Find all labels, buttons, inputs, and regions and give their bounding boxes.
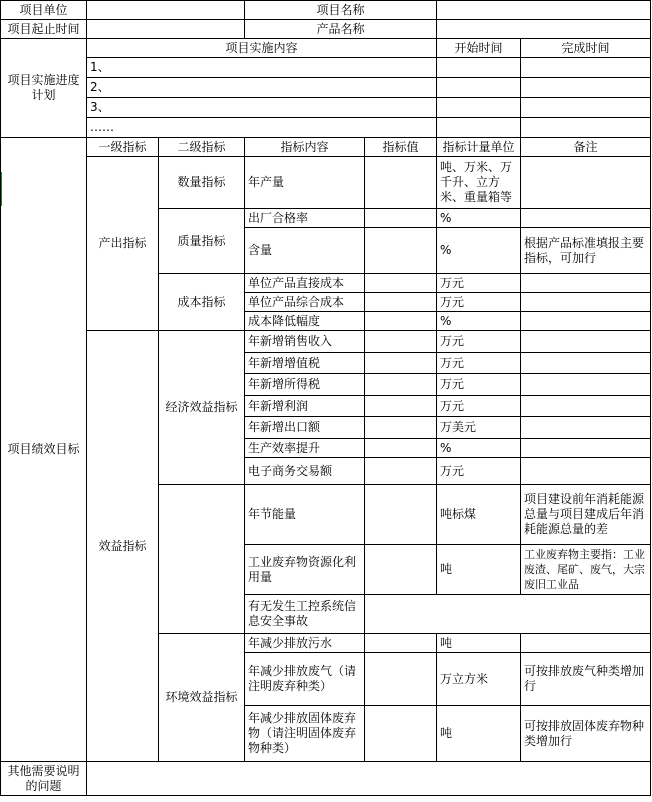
economic-indicator-label: 经济效益指标 (159, 331, 245, 485)
indicator-content: 含量 (245, 228, 365, 274)
schedule-start-2[interactable] (437, 78, 521, 98)
schedule-row-2[interactable]: 2、 (87, 78, 437, 98)
indicator-unit: 吨、万米、万千升、立方米、重量箱等 (437, 157, 521, 209)
indicator-unit: 万元 (437, 396, 521, 417)
indicator-unit: % (437, 209, 521, 228)
indicator-note: 可按排放固体废弃物种类增加行 (521, 706, 651, 762)
benefit-indicator-label: 效益指标 (87, 331, 159, 762)
level2-header: 二级指标 (159, 138, 245, 157)
indicator-note (521, 374, 651, 396)
project-unit-label: 项目单位 (1, 1, 87, 20)
indicator-value[interactable] (365, 706, 437, 762)
indicator-content: 成本降低幅度 (245, 312, 365, 331)
schedule-row-more[interactable]: …… (87, 118, 437, 138)
indicator-value[interactable] (365, 374, 437, 396)
project-unit-cell[interactable] (87, 1, 245, 20)
schedule-start-more[interactable] (437, 118, 521, 138)
indicator-content: 年新增销售收入 (245, 331, 365, 353)
level2-empty-cell (159, 485, 245, 634)
indicator-content: 电子商务交易额 (245, 458, 365, 485)
schedule-end-3[interactable] (521, 98, 651, 118)
note-header: 备注 (521, 138, 651, 157)
indicator-value[interactable] (365, 634, 437, 653)
indicator-value[interactable] (365, 458, 437, 485)
indicator-note (521, 353, 651, 374)
indicator-content: 年新增增值税 (245, 353, 365, 374)
output-indicator-label: 产出指标 (87, 157, 159, 331)
schedule-start-3[interactable] (437, 98, 521, 118)
indicator-note (521, 417, 651, 439)
indicator-content: 工业废弃物资源化利用量 (245, 545, 365, 595)
indicator-content: 年减少排放固体废弃物（请注明固体废弃物种类） (245, 706, 365, 762)
indicator-note: 工业废弃物主要指：工业废渣、尾矿、废气，大宗废旧工业品 (521, 545, 651, 595)
indicator-unit: 万元 (437, 458, 521, 485)
unit-header: 指标计量单位 (437, 138, 521, 157)
indicator-note (521, 274, 651, 293)
indicator-content: 年产量 (245, 157, 365, 209)
schedule-end-1[interactable] (521, 58, 651, 78)
indicator-unit: 万立方米 (437, 653, 521, 706)
indicator-content: 年新增出口额 (245, 417, 365, 439)
indicator-value[interactable] (365, 331, 437, 353)
indicator-note (521, 157, 651, 209)
project-period-cell[interactable] (87, 20, 245, 39)
project-name-label: 项目名称 (245, 1, 437, 20)
indicator-value[interactable] (365, 417, 437, 439)
other-notes-cell[interactable] (87, 762, 651, 796)
indicator-merged-cell[interactable] (365, 595, 651, 634)
schedule-end-more[interactable] (521, 118, 651, 138)
schedule-section-label: 项目实施进度计划 (1, 39, 87, 138)
product-name-label: 产品名称 (245, 20, 437, 39)
indicator-content: 有无发生工控系统信息安全事故 (245, 595, 365, 634)
indicator-note (521, 312, 651, 331)
indicator-value[interactable] (365, 653, 437, 706)
environment-indicator-label: 环境效益指标 (159, 634, 245, 762)
indicator-note: 项目建设前年消耗能源总量与项目建成后年消耗能源总量的差 (521, 485, 651, 545)
indicator-value[interactable] (365, 228, 437, 274)
indicator-note (521, 396, 651, 417)
indicator-value[interactable] (365, 545, 437, 595)
indicator-unit: % (437, 439, 521, 458)
indicator-unit: 万美元 (437, 417, 521, 439)
product-name-cell[interactable] (437, 20, 651, 39)
schedule-start-1[interactable] (437, 58, 521, 78)
indicator-content: 出厂合格率 (245, 209, 365, 228)
indicator-note (521, 458, 651, 485)
indicator-note: 根据产品标准填报主要指标，可加行 (521, 228, 651, 274)
indicator-value[interactable] (365, 396, 437, 417)
content-header: 指标内容 (245, 138, 365, 157)
quality-indicator-label: 质量指标 (159, 209, 245, 274)
quantity-indicator-label: 数量指标 (159, 157, 245, 209)
indicator-content: 单位产品直接成本 (245, 274, 365, 293)
indicator-value[interactable] (365, 312, 437, 331)
schedule-end-header: 完成时间 (521, 39, 651, 58)
indicator-unit: % (437, 228, 521, 274)
indicator-content: 年新增利润 (245, 396, 365, 417)
indicator-value[interactable] (365, 485, 437, 545)
project-period-label: 项目起止时间 (1, 20, 87, 39)
indicator-unit: % (437, 312, 521, 331)
performance-section-label: 项目绩效目标 (1, 138, 87, 762)
level1-header: 一级指标 (87, 138, 159, 157)
indicator-content: 年新增所得税 (245, 374, 365, 396)
schedule-row-3[interactable]: 3、 (87, 98, 437, 118)
indicator-unit: 万元 (437, 293, 521, 312)
indicator-unit: 吨 (437, 706, 521, 762)
indicator-content: 单位产品综合成本 (245, 293, 365, 312)
schedule-start-header: 开始时间 (437, 39, 521, 58)
indicator-unit: 万元 (437, 331, 521, 353)
indicator-content: 年节能量 (245, 485, 365, 545)
indicator-unit: 吨 (437, 545, 521, 595)
indicator-unit: 万元 (437, 353, 521, 374)
indicator-unit: 万元 (437, 274, 521, 293)
indicator-value[interactable] (365, 353, 437, 374)
indicator-note (521, 209, 651, 228)
value-header: 指标值 (365, 138, 437, 157)
cost-indicator-label: 成本指标 (159, 274, 245, 331)
schedule-content-header: 项目实施内容 (87, 39, 437, 58)
indicator-note (521, 331, 651, 353)
indicator-value[interactable] (365, 274, 437, 293)
indicator-value[interactable] (365, 439, 437, 458)
indicator-note (521, 634, 651, 653)
indicator-value[interactable] (365, 157, 437, 209)
indicator-content: 年减少排放污水 (245, 634, 365, 653)
indicator-content: 生产效率提升 (245, 439, 365, 458)
other-notes-label: 其他需要说明的问题 (1, 762, 87, 796)
indicator-note (521, 439, 651, 458)
project-name-cell[interactable] (437, 1, 651, 20)
indicator-content: 年减少排放废气（请注明废弃种类） (245, 653, 365, 706)
indicator-note: 可按排放废气种类增加行 (521, 653, 651, 706)
indicator-value[interactable] (365, 293, 437, 312)
indicator-value[interactable] (365, 209, 437, 228)
schedule-end-2[interactable] (521, 78, 651, 98)
indicator-unit: 吨 (437, 634, 521, 653)
indicator-note (521, 293, 651, 312)
schedule-row-1[interactable]: 1、 (87, 58, 437, 78)
indicator-unit: 吨标煤 (437, 485, 521, 545)
indicator-unit: 万元 (437, 374, 521, 396)
